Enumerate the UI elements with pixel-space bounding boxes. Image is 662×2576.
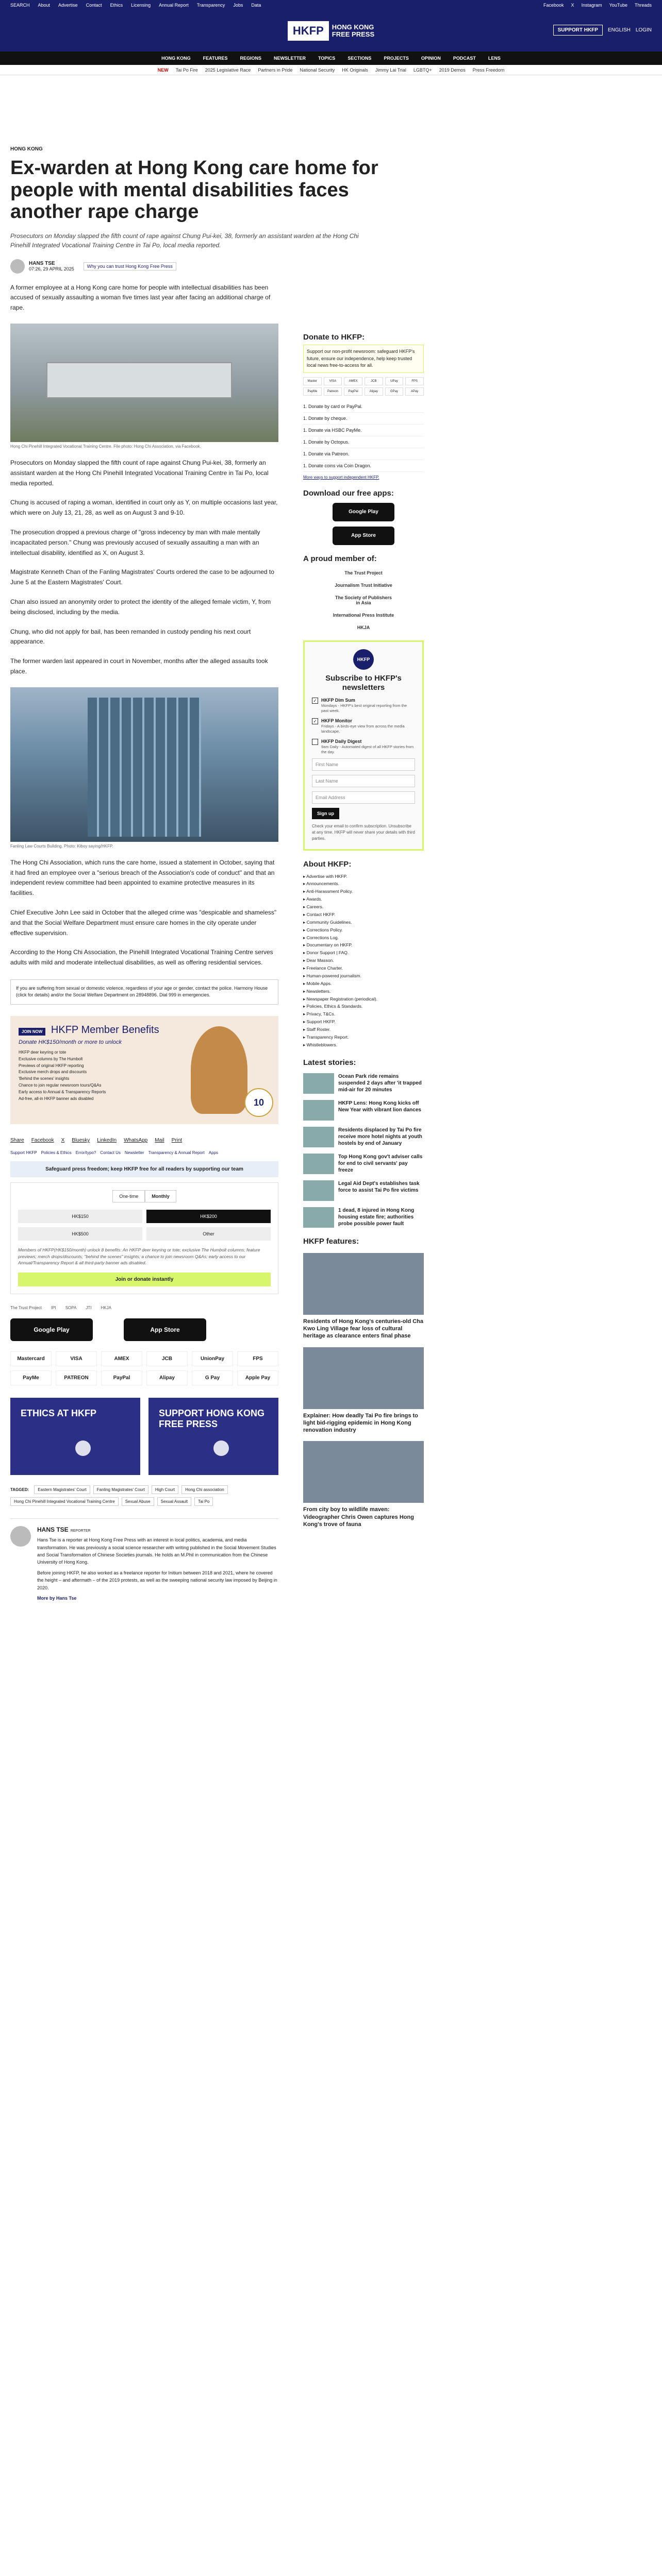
topbar-link[interactable]: Licensing [131, 3, 151, 8]
author-avatar[interactable] [10, 259, 25, 274]
topbar-link[interactable]: Data [251, 3, 261, 8]
mastercard-icon[interactable]: Mastercard [10, 1351, 52, 1366]
topbar-link[interactable]: SEARCH [10, 3, 30, 8]
paragraph: Prosecutors on Monday slapped the fifth count of rape against Chung Pui-kei, 38, formerly an assistant warden at the Hong Chi Pinehill Integrated Vocational Training Centre in Tai Po, local media reported. [10, 459, 269, 487]
paragraph: Magistrate Kenneth Chan of the Fanling Magistrates' Courts ordered the case to be adjourned to June 5 at the Eastern Magistrates' Court. [10, 568, 274, 586]
ipi-logo[interactable]: International Press Institute [333, 612, 394, 618]
latest-story[interactable]: Residents displaced by Tai Po fire receive more hotel nights at youth hostels by end of January [303, 1127, 424, 1147]
trust-link[interactable]: Why you can trust Hong Kong Free Press [84, 262, 176, 270]
paragraph: Chief Executive John Lee said in October that the alleged crime was "despicable and shameless" and that the Social Welfare Department must ensure care homes in the city operate under effective supervision. [10, 908, 277, 937]
building-facade [88, 698, 201, 837]
paragraph: A former employee at a Hong Kong care home for people with intellectual disabilities has been accused of sexually assaulting a woman five times last year after facing an additional charge of rape. [10, 283, 271, 312]
trending-link[interactable]: Tai Po Fire [175, 67, 198, 73]
nav-item[interactable]: TOPICS [318, 56, 336, 61]
tag[interactable]: Eastern Magistrates' Court [34, 1485, 90, 1494]
policy-link[interactable]: Error/typo? [75, 1150, 96, 1155]
nav-item[interactable]: PODCAST [453, 56, 476, 61]
tag-list [10, 1485, 278, 1506]
about-link[interactable]: ▸ Freelance Charter. [303, 964, 424, 972]
donate-ways [303, 401, 424, 472]
trust-project-logo[interactable]: The Trust Project [10, 1306, 42, 1311]
author-avatar[interactable] [10, 1526, 31, 1547]
donate-way[interactable]: 1. Donate via Patreon. [303, 448, 424, 460]
policy-link[interactable]: Support HKFP [10, 1150, 37, 1155]
sidebar-heading: About HKFP: [303, 859, 352, 869]
trending-link[interactable]: HK Originals [342, 67, 368, 73]
story-thumbnail[interactable] [303, 1100, 334, 1121]
tag[interactable]: Sexual Assault [157, 1497, 191, 1506]
policy-link[interactable]: Apps [208, 1150, 219, 1155]
author-name[interactable]: HANS TSE REPORTER [37, 1526, 91, 1534]
last-name-field[interactable]: Last Name [312, 775, 415, 787]
benefit-item: Exclusive merch drops and discounts [19, 1070, 87, 1075]
benefit-item: Chance to join regular newsroom tours/Q&As [19, 1082, 102, 1088]
frequency-toggle [18, 1190, 271, 1202]
fps-icon[interactable]: FPS [405, 377, 424, 385]
tag[interactable]: Tai Po [194, 1497, 213, 1506]
topbar-link[interactable]: Advertise [58, 3, 78, 8]
youtube-icon[interactable]: YouTube [609, 3, 627, 8]
gpay-icon[interactable]: GPay [385, 387, 404, 396]
about-links [303, 873, 424, 1049]
about-link[interactable]: ▸ Corrections Policy. [303, 926, 424, 934]
threads-icon[interactable]: Threads [634, 3, 652, 8]
jcb-icon[interactable]: JCB [365, 377, 383, 385]
share-print[interactable]: Print [171, 1137, 183, 1143]
newsletter-option[interactable]: ✓ HKFP Dim Sum Mondays - HKFP's best original reporting from the past week. [312, 698, 415, 713]
jti-logo[interactable]: Journalism Trust Initiative [335, 582, 392, 588]
about-link[interactable]: ▸ Corrections Log. [303, 934, 424, 942]
ipi-logo[interactable]: IPI [51, 1306, 56, 1311]
google-play-button[interactable]: Google Play [10, 1318, 93, 1341]
topbar-link[interactable]: Ethics [110, 3, 123, 8]
paragraph: The former warden last appeared in court in November, months after the alleged assaults took place. [10, 657, 268, 675]
more-ways-link[interactable]: More ways to support independent HKFP. [303, 474, 379, 480]
story-thumbnail[interactable] [303, 1180, 334, 1201]
subscribe-title: Subscribe to HKFP's newsletters [325, 673, 402, 692]
social-links [543, 3, 652, 8]
care-home-photo [10, 324, 278, 442]
paragraph: The prosecution dropped a previous charge of "gross indecency by man with male mentally incapacitated person." Chung was previously accused of sexually assaulting a man with an intellectual disability, identified as X, on August 3. [10, 529, 260, 556]
utility-bar [0, 0, 662, 10]
app-store-buttons [10, 1318, 278, 1341]
main-nav [0, 52, 662, 65]
more-by-author-link[interactable]: More by Hans Tse [37, 1595, 77, 1601]
page-content [10, 75, 652, 2576]
sidebar-donate [303, 333, 424, 480]
topbar-link[interactable]: About [38, 3, 51, 8]
fps-icon[interactable]: FPS [237, 1351, 278, 1366]
photo-caption: Hong Chi Pinehill Integrated Vocational Training Centre. File photo: Hong Chi Association, via Facebook. [10, 444, 201, 449]
latest-story[interactable]: Ocean Park ride remains suspended 2 days after 'it trapped mid-air for 20 minutes [303, 1073, 424, 1094]
publish-date: 07:26, 29 APRIL 2025 [29, 266, 74, 272]
membership-note: Members of HKFP(HK$150/month) unlock 8 benefits: An HKFP deer keyring or tote; exclusive The Humbolt columns; feature previews; merch drops/discounts; "behind the scenes" insights; a chance to join newsroom Q&As; early access to our Annual/Transparency Report & all third-party banner ads disabled. [18, 1247, 260, 1266]
amount-option-selected[interactable]: HK$200 [146, 1210, 271, 1223]
feature-story[interactable]: Explainer: How deadly Tai Po fire brings to light bid-rigging epidemic in Hong Kong renovation industry [303, 1347, 424, 1434]
paragraph: The Hong Chi Association, which runs the care home, issued a statement in October, saying that it had fired an employee over a "serious breach of the Association's code of conduct" and that an independent review committee had been appointed to examine protective measures in its facilities. [10, 858, 275, 897]
latest-story[interactable]: 1 dead, 8 injured in Hong Kong housing estate fire; authorities probe possible power fault [303, 1207, 424, 1228]
nav-item[interactable]: OPINION [421, 56, 441, 61]
tags-label: TAGGED: [10, 1487, 29, 1493]
patreon-icon[interactable]: Patreon [324, 387, 342, 396]
latest-story[interactable]: Legal Aid Dept's establishes task force to assist Tai Po fire victims [303, 1180, 424, 1201]
visa-icon[interactable]: VISA [56, 1351, 97, 1366]
payme-icon[interactable]: PayMe [10, 1370, 52, 1385]
article-title: Ex-warden at Hong Kong care home for people with mental disabilities faces another rape charge [10, 157, 378, 223]
about-link[interactable]: ▸ Staff Roster. [303, 1026, 424, 1033]
jti-logo[interactable]: JTI [86, 1306, 92, 1311]
photo-caption: Fanling Law Courts Building. Photo: Kiboy saying/HKFP. [10, 843, 113, 849]
newsletter-option[interactable]: HKFP Daily Digest 9am Daily - Automated digest of all HKFP stories from the day. [312, 739, 415, 754]
video-title: SUPPORT HONG KONG FREE PRESS [159, 1408, 265, 1430]
jcb-icon[interactable]: JCB [146, 1351, 188, 1366]
policy-links [10, 1150, 278, 1155]
payment-methods [10, 1351, 278, 1385]
sidebar-heading: Donate to HKFP: [303, 333, 365, 342]
about-link[interactable]: ▸ Donor Support | FAQ. [303, 949, 424, 957]
signup-fineprint: Check your email to confirm subscription. Unsubscribe at any time. HKFP will never share your details with third parties. [312, 823, 415, 841]
amex-icon[interactable]: AMEX [101, 1351, 142, 1366]
about-link[interactable]: ▸ Privacy, T&Cs. [303, 1010, 424, 1018]
story-thumbnail[interactable] [303, 1207, 334, 1228]
byline-text [29, 261, 74, 272]
share-x[interactable]: X [61, 1137, 65, 1143]
monthly-option[interactable]: Monthly [145, 1190, 176, 1202]
gpay-icon[interactable]: G Pay [192, 1370, 233, 1385]
partner-logos [10, 1306, 278, 1310]
about-link[interactable]: ▸ Anti-Harassment Policy. [303, 888, 424, 895]
video-title: ETHICS AT HKFP [21, 1408, 96, 1419]
topbar-link[interactable]: Annual Report [159, 3, 189, 8]
benefit-item: 'Behind the scenes' insights [19, 1076, 70, 1081]
deer-mascot [191, 1026, 247, 1114]
feature-image[interactable] [303, 1441, 424, 1503]
tag[interactable]: Sexual Abuse [122, 1497, 154, 1506]
support-video[interactable] [148, 1398, 278, 1475]
join-donate-button[interactable]: Join or donate instantly [18, 1273, 271, 1286]
safeguard-banner[interactable]: Safeguard press freedom; keep HKFP free for all readers by supporting our team [10, 1161, 278, 1177]
story-thumbnail[interactable] [303, 1154, 334, 1174]
paragraph: Chung is accused of raping a woman, identified in court only as Y, on multiple occasions last year, which were on July 13, 21, 28, as well as on August 3 and 9-10. [10, 499, 278, 517]
checkbox[interactable] [312, 739, 318, 745]
sopa-logo[interactable]: The Society of Publishers in Asia [335, 595, 392, 605]
policy-link[interactable]: Newsletter [124, 1150, 144, 1155]
amount-option[interactable]: HK$150 [18, 1210, 142, 1223]
trending-link[interactable]: Jimmy Lai Trial [375, 67, 406, 73]
about-link[interactable]: ▸ Advertise with HKFP. [303, 873, 424, 880]
paypal-icon[interactable]: PayPal [101, 1370, 142, 1385]
feature-story[interactable]: Residents of Hong Kong's centuries-old Cha Kwo Ling Village fear loss of cultural heritage as clearance enters final phase [303, 1253, 424, 1340]
about-link[interactable]: ▸ Careers. [303, 903, 424, 911]
benefit-item: HKFP deer keyring or tote [19, 1049, 67, 1055]
nav-item[interactable]: REGIONS [240, 56, 261, 61]
about-link[interactable]: ▸ Community Guidelines. [303, 919, 424, 926]
tag[interactable]: Hong Chi Pinehill Integrated Vocational Training Centre [10, 1497, 119, 1506]
about-link[interactable]: ▸ Awards. [303, 895, 424, 903]
paragraph: Chung, who did not apply for bail, has been remanded in custody pending his next court appearance. [10, 628, 251, 646]
hkja-logo[interactable]: HKJA [101, 1306, 111, 1311]
paragraph: Chan also issued an anonymity order to protect the identity of the alleged female victim, Y, from being disclosed, including by the media. [10, 598, 271, 616]
donate-intro: Support our non-profit newsroom: safeguard HKFP's future, ensure our independence, help keep trusted local news free-to-access for all. [303, 345, 424, 373]
tag[interactable]: Hong Chi association [181, 1485, 228, 1494]
donate-way[interactable]: 1. Donate by cheque. [303, 413, 424, 425]
donate-way[interactable]: 1. Donate coins via Coin Dragon. [303, 460, 424, 472]
author-bio: Hans Tse is a reporter at Hong Kong Free Press with an interest in local politics, academia, and media transformation. He was previously a social science researcher with writing published in the Social Movement Studies and Social Transformation of Chinese Societies journals. He holds an M.Phil in communication from the Chinese University of Hong Kong. [37, 1537, 276, 1565]
patreon-icon[interactable]: PATREON [56, 1370, 97, 1385]
donate-widget [10, 1182, 278, 1294]
hkfp-logo: HKFP [353, 649, 374, 670]
article-category[interactable]: HONG KONG [10, 146, 43, 152]
author-box [10, 1518, 278, 1601]
amount-option[interactable]: Other [146, 1227, 271, 1241]
applepay-icon[interactable]: APay [405, 387, 424, 396]
author-info [37, 1526, 278, 1601]
article-body [10, 283, 278, 968]
court-building-photo [10, 687, 278, 842]
trending-link[interactable]: 2019 Demos [439, 67, 466, 73]
policy-link[interactable]: Contact Us [100, 1150, 121, 1155]
site-header [0, 10, 662, 52]
story-thumbnail[interactable] [303, 1073, 334, 1094]
about-link[interactable]: ▸ Support HKFP. [303, 1018, 424, 1026]
sidebar-heading: Latest stories: [303, 1058, 356, 1067]
language-switch[interactable]: ENGLISH [607, 27, 631, 33]
anniversary-badge: 10 [244, 1088, 273, 1117]
login-link[interactable]: LOGIN [635, 27, 652, 33]
sidebar-heading: HKFP features: [303, 1236, 359, 1246]
checkbox[interactable]: ✓ [312, 718, 318, 724]
byline [10, 259, 278, 274]
mastercard-icon[interactable]: Master [303, 377, 322, 385]
facebook-icon[interactable]: Facebook [543, 3, 564, 8]
share-mail[interactable]: Mail [155, 1137, 164, 1143]
paragraph: According to the Hong Chi Association, the Pinehill Integrated Vocational Training Centre serves adults with mild and moderate intellectual disabilities, as well as offering residential services. [10, 948, 273, 967]
share-bluesky[interactable]: Bluesky [72, 1137, 90, 1143]
logo-wordmark: HONG KONG FREE PRESS [332, 23, 375, 38]
share-bar [10, 1138, 278, 1143]
one-time-option[interactable]: One-time [112, 1190, 145, 1202]
paypal-icon[interactable]: PayPal [344, 387, 362, 396]
about-link[interactable]: ▸ Newspaper Registration (periodical). [303, 995, 424, 1003]
nav-item[interactable]: FEATURES [203, 56, 228, 61]
sidebar [303, 75, 424, 1528]
topbar-link[interactable]: Jobs [233, 3, 243, 8]
nav-item[interactable]: SECTIONS [347, 56, 372, 61]
trending-link[interactable]: National Security [300, 67, 335, 73]
about-link[interactable]: ▸ Announcements. [303, 880, 424, 888]
about-link[interactable]: ▸ Policies, Ethics & Standards. [303, 1003, 424, 1010]
benefit-item: Early access to Annual & Transparency Reports [19, 1089, 106, 1094]
benefit-item: Previews of original HKFP reporting [19, 1063, 84, 1068]
donate-way[interactable]: 1. Donate by card or PayPal. [303, 401, 424, 413]
site-logo[interactable] [288, 21, 374, 41]
sidebar-heading: A proud member of: [303, 554, 377, 563]
visa-icon[interactable]: VISA [324, 377, 342, 385]
about-link[interactable]: ▸ Transparency Report. [303, 1033, 424, 1041]
instagram-icon[interactable]: Instagram [581, 3, 602, 8]
about-link[interactable]: ▸ Whistleblowers. [303, 1041, 424, 1049]
x-icon[interactable]: X [571, 3, 574, 8]
play-icon[interactable] [213, 1440, 229, 1456]
nav-item[interactable]: NEWSLETTER [273, 56, 306, 61]
nav-item[interactable]: PROJECTS [384, 56, 409, 61]
share-facebook[interactable]: Facebook [31, 1137, 54, 1143]
share-label: Share [10, 1137, 24, 1143]
trust-project-logo[interactable]: The Trust Project [344, 570, 383, 575]
latest-story[interactable]: HKFP Lens: Hong Kong kicks off New Year with vibrant lion dances [303, 1100, 424, 1121]
alipay-icon[interactable]: Alipay [365, 387, 383, 396]
topbar-link[interactable]: Contact [86, 3, 102, 8]
amex-icon[interactable]: AMEX [344, 377, 362, 385]
new-badge: NEW [157, 67, 169, 73]
logo-mark: HKFP [288, 21, 329, 41]
unionpay-icon[interactable]: UPay [385, 377, 404, 385]
author-bio: Before joining HKFP, he also worked as a freelance reporter for Initium between 2018 and 2021, where he covered the height – and aftermath – of the 2019 protests, as well as the sweeping national security law imposed by Beijing in 2020. [37, 1570, 277, 1590]
join-now-label[interactable]: JOIN NOW [19, 1028, 45, 1036]
about-link[interactable]: ▸ Human-powered journalism. [303, 972, 424, 980]
tag[interactable]: High Court [152, 1485, 178, 1494]
share-whatsapp[interactable]: WhatsApp [124, 1137, 148, 1143]
sidebar-heading: Download our free apps: [303, 488, 394, 498]
feature-story[interactable]: From city boy to wildlife maven: Videographer Chris Owen captures Hong Kong's trove of fauna [303, 1441, 424, 1528]
benefit-item: Ad-free, all-in HKFP banner ads disabled [19, 1096, 94, 1101]
amount-options [18, 1210, 271, 1241]
app-store-button[interactable]: App Store [333, 527, 394, 545]
payme-icon[interactable]: PayMe [303, 387, 322, 396]
building-sign [46, 362, 232, 398]
nav-item[interactable]: LENS [488, 56, 501, 61]
sopa-logo[interactable]: SOPA [65, 1306, 77, 1311]
story-thumbnail[interactable] [303, 1127, 334, 1147]
email-field[interactable]: Email Address [312, 791, 415, 804]
about-link[interactable]: ▸ Documentary on HKFP. [303, 941, 424, 949]
author-name[interactable]: HANS TSE [29, 261, 55, 267]
about-link[interactable]: ▸ Mobile Apps. [303, 980, 424, 988]
ethics-video[interactable] [10, 1398, 140, 1475]
helpline-box: If you are suffering from sexual or domestic violence, regardless of your age or gender, contact the police. Harmony House (click for details) and/or the Social Welfare Department on 28948896. Dial 999 in emergencies. [10, 979, 278, 1005]
sign-up-button[interactable]: Sign up [312, 808, 339, 819]
banner-subtitle: Donate HK$150/month or more to unlock [19, 1039, 122, 1045]
policy-link[interactable]: Transparency & Annual Report [148, 1150, 205, 1155]
banner-title: HKFP Member Benefits [51, 1024, 159, 1036]
promo-videos [10, 1398, 278, 1475]
trending-link[interactable]: Press Freedom [472, 67, 505, 73]
donate-way[interactable]: 1. Donate by Octopus. [303, 436, 424, 448]
feature-image[interactable] [303, 1347, 424, 1409]
trending-nav [0, 65, 662, 75]
topbar-link[interactable]: Transparency [196, 3, 225, 8]
article-lede: Prosecutors on Monday slapped the fifth count of rape against Chung Pui-kei, 38, formerly an assistant warden at the Hong Chi Pinehill Integrated Vocational Training Centre in Tai Po, local media reported. [10, 232, 359, 249]
feature-image[interactable] [303, 1253, 424, 1315]
header-actions [553, 25, 652, 36]
benefit-item: Exclusive columns by The Humbolt [19, 1056, 83, 1061]
checkbox[interactable]: ✓ [312, 698, 318, 704]
play-icon[interactable] [75, 1440, 91, 1456]
alipay-icon[interactable]: Alipay [146, 1370, 188, 1385]
google-play-button[interactable]: Google Play [333, 503, 394, 521]
sidebar-payment-icons [303, 377, 424, 396]
about-link[interactable]: ▸ Newsletters. [303, 988, 424, 995]
trending-link[interactable]: 2025 Legislative Race [205, 67, 251, 73]
membership-logos [303, 570, 424, 630]
about-link[interactable]: ▸ Contact HKFP. [303, 911, 424, 919]
policy-link[interactable]: Policies & Ethics [41, 1150, 72, 1155]
hkja-logo[interactable]: HKJA [357, 624, 370, 630]
latest-story[interactable]: Top Hong Kong gov't adviser calls for end to civil servants' pay freeze [303, 1154, 424, 1174]
applepay-icon[interactable]: Apple Pay [237, 1370, 278, 1385]
nav-item[interactable]: HONG KONG [161, 56, 191, 61]
about-link[interactable]: ▸ Dear Masson. [303, 957, 424, 964]
member-benefits-banner[interactable] [10, 1016, 278, 1124]
trending-link[interactable]: Partners in Pride [258, 67, 293, 73]
share-linkedin[interactable]: LinkedIn [97, 1137, 117, 1143]
newsletter-signup [303, 640, 424, 851]
trending-link[interactable]: LGBTQ+ [413, 67, 432, 73]
unionpay-icon[interactable]: UnionPay [192, 1351, 233, 1366]
donate-way[interactable]: 1. Donate via HSBC PayMe. [303, 425, 424, 436]
app-store-button[interactable]: App Store [124, 1318, 206, 1341]
first-name-field[interactable]: First Name [312, 758, 415, 771]
support-hkfp-button[interactable]: SUPPORT HKFP [553, 25, 603, 36]
tag[interactable]: Fanling Magistrates' Court [93, 1485, 148, 1494]
newsletter-option[interactable]: ✓ HKFP Monitor Fridays - A birds-eye view from across the media landscape. [312, 718, 415, 734]
amount-option[interactable]: HK$500 [18, 1227, 142, 1241]
